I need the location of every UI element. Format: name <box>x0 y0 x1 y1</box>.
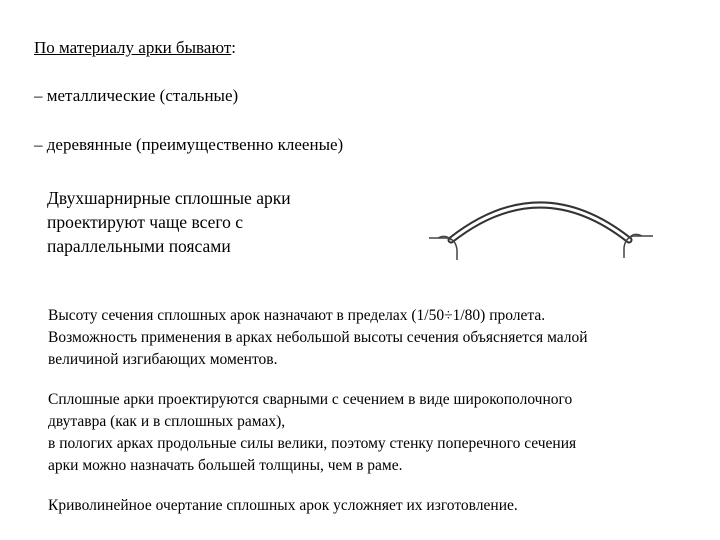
heading-underlined-text: По материалу арки бывают <box>34 38 232 57</box>
heading-colon: : <box>231 38 236 57</box>
two-hinged-arch-icon <box>426 176 661 266</box>
paragraph-welded <box>48 389 576 477</box>
arch-description-line: Двухшарнирные сплошные арки <box>47 188 291 208</box>
heading <box>34 38 236 58</box>
paragraph-curvilinear <box>48 495 518 517</box>
arch-description-line: проектируют чаще всего с <box>47 212 243 232</box>
material-item-wood: – деревянные (преимущественно клееные) <box>34 135 344 154</box>
paragraph-line: в пологих арках продольные силы велики, поэтому стенку поперечного сечения <box>48 435 577 452</box>
paragraph-line: Высоту сечения сплошных арок назначают в пределах (1/50÷1/80) пролета. <box>48 307 546 324</box>
arch-description-line: параллельными поясами <box>47 236 231 256</box>
paragraph-section-height <box>48 305 588 371</box>
paragraph-line: Криволинейное очертание сплошных арок усложняет их изготовление. <box>48 497 518 514</box>
paragraph-line: Сплошные арки проектируются сварными с сечением в виде широкополочного <box>48 391 573 408</box>
paragraph-line: арки можно назначать большей толщины, чем в раме. <box>48 457 403 474</box>
arch-description <box>47 186 291 258</box>
paragraph-line: двутавра (как и в сплошных рамах), <box>48 413 286 430</box>
paragraph-line: величиной изгибающих моментов. <box>48 351 278 368</box>
material-item-metal: – металлические (стальные) <box>34 86 239 105</box>
paragraph-line: Возможность применения в арках небольшой высоты сечения объясняется малой <box>48 329 588 346</box>
